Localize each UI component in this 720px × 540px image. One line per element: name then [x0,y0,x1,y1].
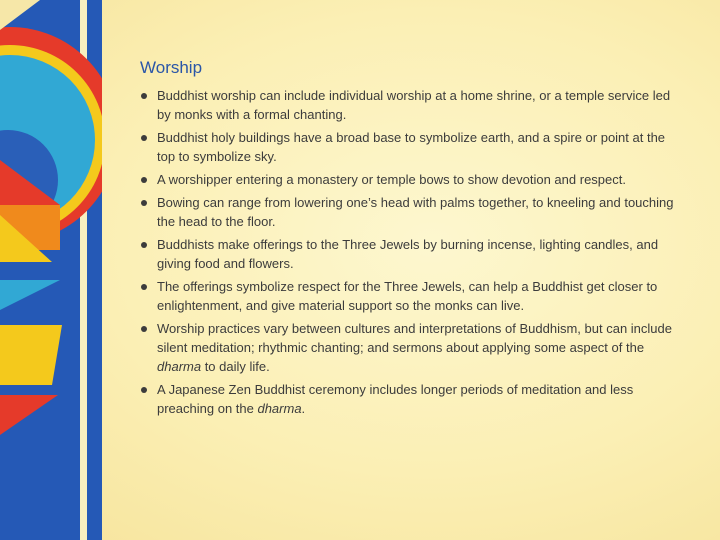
slide-title: Worship [140,58,203,77]
bullet-dot-icon [141,200,147,206]
bullet-dot-icon [141,135,147,141]
bullet-text-italic: dharma [257,401,302,416]
bullet-item [140,193,676,231]
bullet-text: to daily life. [201,359,270,374]
bullet-text: The offerings symbolize respect for the Three Jewels, can help a Buddhist get closer to enlightenment, and give material support so the monks can live. [157,279,658,313]
bullet-dot-icon [141,242,147,248]
bullet-item [140,319,676,376]
bullet-text: . [301,401,306,416]
bullet-item [140,277,676,315]
bullet-text: A worshipper entering a monastery or temple bows to show devotion and respect. [157,172,626,187]
bullet-item [140,128,676,166]
bullet-item [140,380,676,418]
bullet-text: Buddhist holy buildings have a broad base to symbolize earth, and a spire or point at the top to symbolize sky. [157,130,666,164]
decorative-side-band [0,0,102,540]
bullet-list [140,86,676,422]
bullet-text: Bowing can range from lowering one’s head with palms together, to kneeling and touching the head to the floor. [157,195,674,229]
bullet-text: Buddhist worship can include individual worship at a home shrine, or a temple service led by monks with a formal chanting. [157,88,671,122]
bullet-text: A Japanese Zen Buddhist ceremony includes longer periods of meditation and less preaching on the [157,382,634,416]
bullet-text-italic: dharma [157,359,202,374]
bullet-item [140,235,676,273]
bullet-item [140,86,676,124]
bullet-text: Worship practices vary between cultures and interpretations of Buddhism, but can include silent meditation; rhythmic chanting; and sermons about applying some aspect of the [157,321,672,355]
decor-yellow-lower [0,325,62,385]
bullet-dot-icon [141,326,147,332]
bullet-text: Buddhists make offerings to the Three Jewels by burning incense, lighting candles, and giving food and flowers. [157,237,659,271]
bullet-dot-icon [141,387,147,393]
bullet-dot-icon [141,93,147,99]
bullet-dot-icon [141,177,147,183]
bullet-item [140,170,676,189]
bullet-dot-icon [141,284,147,290]
